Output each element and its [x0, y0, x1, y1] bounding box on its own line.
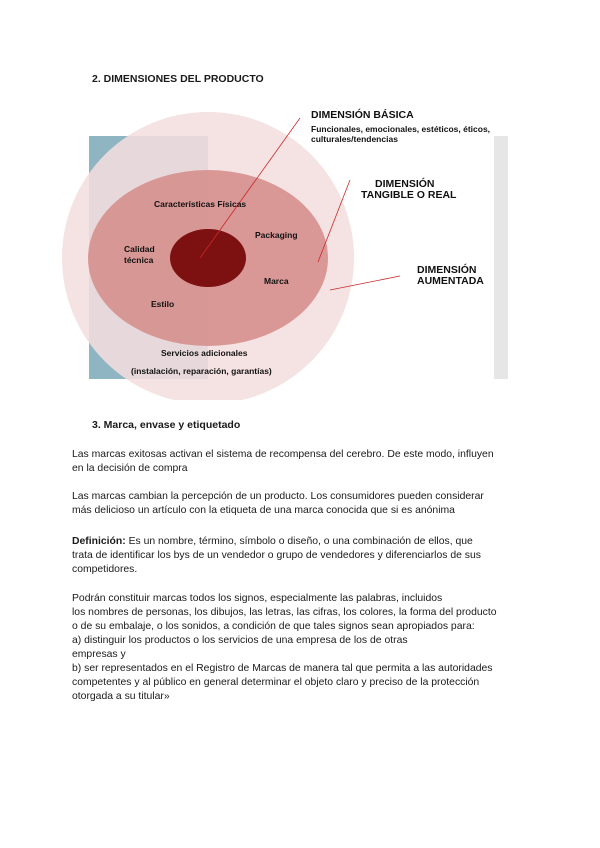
paragraph-2 — [72, 490, 532, 518]
paragraph-1 — [72, 448, 532, 476]
label-quality-2: técnica — [124, 255, 154, 265]
label-packaging: Packaging — [255, 230, 298, 240]
product-dimensions-diagram — [0, 0, 600, 400]
text-line: Las marcas cambian la percepción de un producto. Los consumidores pueden considerar — [72, 491, 484, 502]
label-basic-sub1: Funcionales, emocionales, estéticos, éticos, — [311, 124, 491, 134]
label-quality-1: Calidad — [124, 244, 155, 254]
text-line: otorgada a su titular» — [72, 691, 170, 702]
text-line: empresas y — [72, 649, 126, 660]
text-line: Las marcas exitosas activan el sistema de recompensa del cerebro. De este modo, influyen — [72, 449, 494, 460]
label-basic-title: DIMENSIÓN BÁSICA — [311, 109, 414, 121]
text-line: Podrán constituir marcas todos los signos, especialmente las palabras, incluidos — [72, 593, 443, 604]
text-line: a) distinguir los productos o los servicios de una empresa de los de otras — [72, 635, 408, 646]
text-line: b) ser representados en el Registro de Marcas de manera tal que permita a las autoridades — [72, 663, 493, 674]
text-line — [72, 535, 532, 549]
core-ellipse — [170, 229, 246, 287]
text-line: trata de identificar los bys de un vendedor o grupo de vendedores y diferenciarlos de sus — [72, 550, 481, 561]
label-services-1: Servicios adicionales — [161, 348, 248, 358]
paragraph-definition — [72, 535, 532, 577]
label-tangible-1: DIMENSIÓN — [375, 178, 435, 190]
label-augmented-1: DIMENSIÓN — [417, 264, 477, 276]
label-augmented-2: AUMENTADA — [417, 275, 484, 287]
section-3-title: 3. Marca, envase y etiquetado — [92, 419, 241, 431]
text-line: o de su embalaje, o los sonidos, a condición de que tales signos sean apropiados para: — [72, 621, 475, 632]
definition-label: Definición: — [72, 536, 126, 547]
paragraph-4 — [72, 592, 532, 704]
label-services-2: (instalación, reparación, garantías) — [131, 366, 272, 376]
text-line: competidores. — [72, 564, 138, 575]
label-physical: Características Físicas — [154, 199, 247, 209]
label-brand: Marca — [264, 276, 289, 286]
text-line: más delicioso un artículo con la etiqueta de una marca conocida que si es anónima — [72, 505, 455, 516]
right-bar — [494, 136, 508, 379]
label-basic-sub2: culturales/tendencias — [311, 134, 398, 144]
text-line: en la decisión de compra — [72, 463, 188, 474]
label-tangible-2: TANGIBLE O REAL — [361, 189, 457, 201]
text-line: los nombres de personas, los dibujos, las letras, las cifras, los colores, la forma del producto — [72, 607, 497, 618]
label-style: Estilo — [151, 299, 175, 309]
text-line: competentes y al público en general determinar el objeto claro y preciso de la protección — [72, 677, 480, 688]
definition-text: Es un nombre, término, símbolo o diseño, o una combinación de ellos, que — [125, 536, 473, 547]
section-2-title: 2. DIMENSIONES DEL PRODUCTO — [92, 73, 264, 85]
